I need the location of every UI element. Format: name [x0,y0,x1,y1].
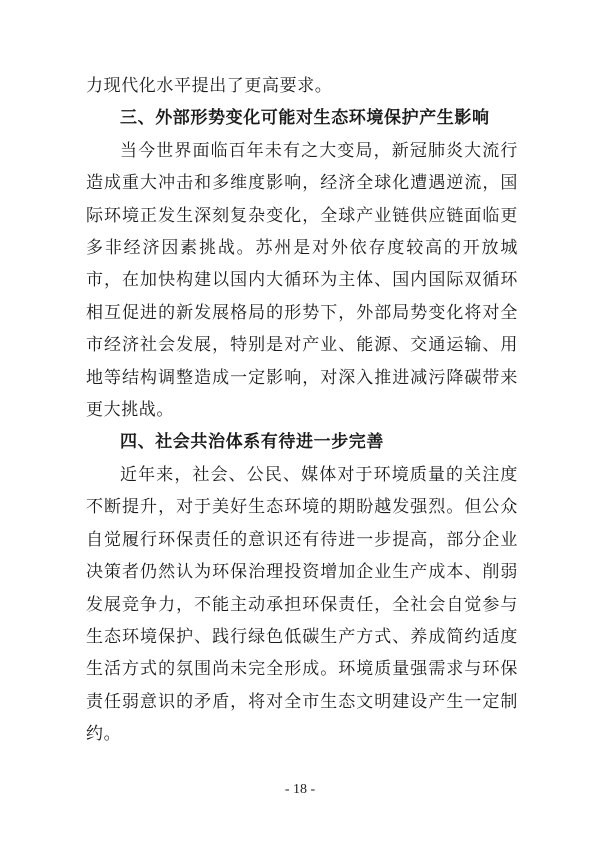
section-body-3: 当今世界面临百年未有之大变局，新冠肺炎大流行造成重大冲击和多维度影响，经济全球化遭遇逆流，国际环境正发生深刻复杂变化，全球产业链供应链面临更多非经济因素挑战。苏州是对外依存度较高的开放城市，在加快构建以国内大循环为主体、国内国际双循环相互促进的新发展格局的形势下，外部局势变化将对全市经济社会发展，特别是对产业、能源、交通运输、用地等结构调整造成一定影响，对深入推进减污降碳带来更大挑战。 [86,140,518,421]
section-heading-3: 三、外部形势变化可能对生态环境保护产生影响 [120,108,490,129]
continuation-paragraph: 力现代化水平提出了更高要求。 [86,76,333,96]
section-heading-4: 四、社会共治体系有待进一步完善 [120,432,384,453]
page-number: - 18 - [284,782,316,797]
page-content [86,70,518,751]
section-body-4: 近年来，社会、公民、媒体对于环境质量的关注度不断提升，对于美好生态环境的期盼越发强烈。但公众自觉履行环保责任的意识还有待进一步提高，部分企业决策者仍然认为环保治理投资增加企业生产成本、削弱发展竞争力，不能主动承担环保责任，全社会自觉参与生态环境保护、践行绿色低碳生产方式、养成简约适度生活方式的氛围尚未完全形成。环境质量强需求与环保责任弱意识的矛盾，将对全市生态文明建设产生一定制约。 [86,464,518,745]
